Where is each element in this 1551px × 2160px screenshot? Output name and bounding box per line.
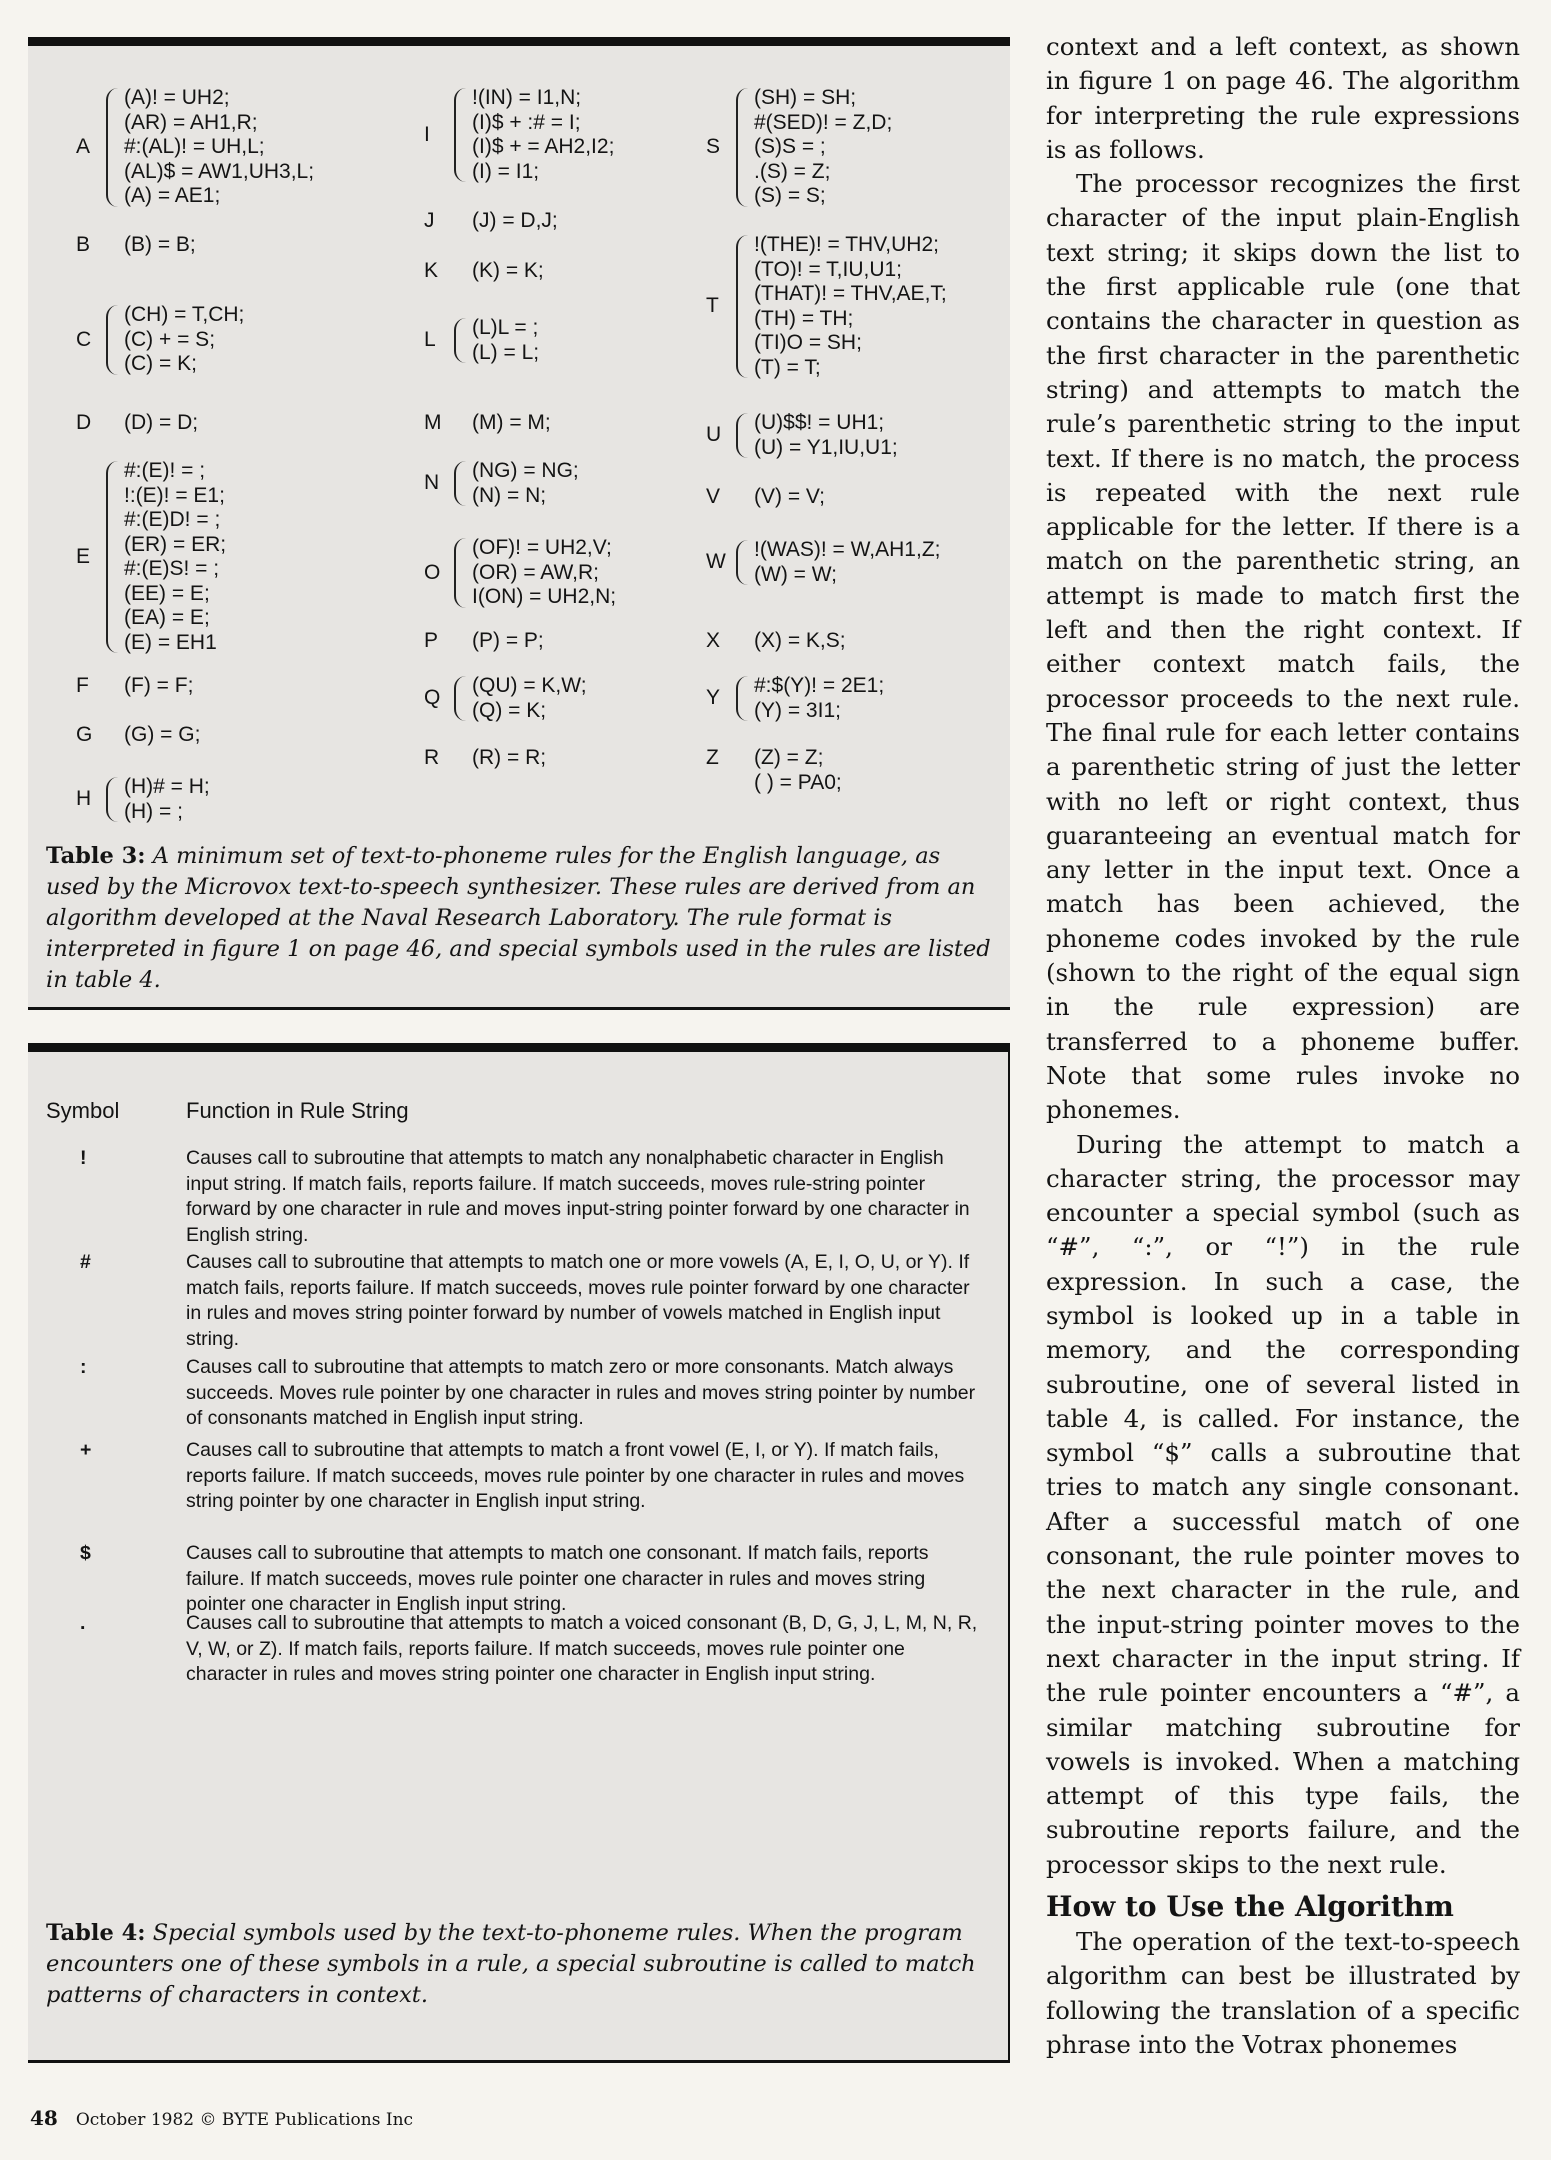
rule-line: (TO)! = T,IU,U1; <box>754 257 903 281</box>
rule-line: (L)L = ; <box>472 316 539 339</box>
rule-letter: B <box>76 233 91 256</box>
rule-line: (AR) = AH1,R; <box>124 110 258 134</box>
function-cell: Causes call to subroutine that attempts to match any nonalphabetic character in English input string. If match fails, reports failure. If match succeeds, moves rule-string pointer forward by one character in rule and moves input-string pointer forward by one character in English string. <box>186 1147 970 1246</box>
table-4-caption-text: Special symbols used by the text-to-phoneme rules. When the program encounters one of these symbols in a rule, a special subroutine is called to match patterns of characters in context. <box>46 1920 976 2008</box>
rule-letter: M <box>424 411 442 434</box>
rule-line: (J) = D,J; <box>472 209 558 232</box>
paragraph-4: The operation of the text-to-speech algorithm can best be illustrated by following the translation of a specific phrase into the Votrax phonemes <box>1046 1927 1520 2059</box>
rule-line: (P) = P; <box>472 629 544 652</box>
rule-line: (E) = EH1 <box>124 630 217 654</box>
rule-line: (G) = G; <box>124 723 201 746</box>
table-3 <box>28 37 1010 1010</box>
rule-line: (C) + = S; <box>124 327 216 351</box>
rule-line: (OF)! = UH2,V; <box>472 536 612 559</box>
rule-letter: P <box>424 629 439 652</box>
rule-letter: E <box>76 544 91 568</box>
rule-line: (TI)O = SH; <box>754 331 862 354</box>
rule-letter: R <box>424 746 440 769</box>
symbol-cell: $ <box>80 1542 91 1564</box>
rule-line: (N) = N; <box>472 483 547 507</box>
rule-letter: W <box>706 550 726 574</box>
rule-line: (U)$$! = UH1; <box>754 411 885 434</box>
rule-line: (SH) = SH; <box>754 86 857 109</box>
rule-line: (W) = W; <box>754 562 838 586</box>
rule-letter: V <box>706 485 721 508</box>
rule-line: (T) = T; <box>754 355 821 379</box>
rule-line: (C) = K; <box>124 352 197 375</box>
rule-line: (S)S = ; <box>754 135 826 158</box>
rule-line: (TH) = TH; <box>754 306 854 330</box>
rule-letter: L <box>424 328 436 352</box>
brace <box>454 538 468 608</box>
rule-line: (Q) = K; <box>472 698 547 722</box>
rule-line: (EA) = E; <box>124 606 210 629</box>
function-cell: Causes call to subroutine that attempts to match a front vowel (E, I, or Y). If match fails, reports failure. If match succeeds, moves rule pointer by one character in rules and moves string pointer by one character in English input string. <box>186 1439 965 1512</box>
brace <box>454 676 468 721</box>
table-4-label: Table 4: <box>46 1920 146 1946</box>
rule-letter: H <box>76 787 92 811</box>
brace <box>736 413 750 458</box>
function-cell: Causes call to subroutine that attempts to match zero or more consonants. Match always succeeds. Moves rule pointer by one character in rules and moves string pointer by number of consonants matched in English input string. <box>186 1356 976 1429</box>
rule-line: (ER) = ER; <box>124 532 227 556</box>
rule-line: #:$(Y)! = 2E1; <box>754 674 885 697</box>
rule-line: !(THE)! = THV,UH2; <box>754 233 939 256</box>
rule-letter: U <box>706 423 722 447</box>
rule-line: #(SED)! = Z,D; <box>754 110 893 134</box>
rule-line: !:(E)! = E1; <box>124 483 225 507</box>
rule-line: (K) = K; <box>472 259 544 282</box>
rule-line: (A) = AE1; <box>124 184 221 207</box>
rule-line: #:(E)D! = ; <box>124 508 221 531</box>
table-3-label: Table 3: <box>46 843 146 869</box>
paragraph-1: context and a left context, as shown in figure 1 on page 46. The algorithm for interpreting the rule expressions is as follows. <box>1046 32 1520 164</box>
table-4-caption <box>46 1918 996 2011</box>
rule-line: .(S) = Z; <box>754 159 831 183</box>
brace <box>106 777 120 822</box>
brace <box>106 88 120 207</box>
rule-line: (X) = K,S; <box>754 629 846 652</box>
rule-line: (V) = V; <box>754 485 825 508</box>
brace <box>106 461 120 653</box>
rule-line: (D) = D; <box>124 411 199 434</box>
article-body <box>1046 30 1520 1882</box>
rule-line: (L) = L; <box>472 340 540 364</box>
rule-letter: Z <box>706 746 719 769</box>
brace <box>454 461 468 506</box>
rule-letter: X <box>706 629 721 652</box>
rule-line: (R) = R; <box>472 746 547 769</box>
rule-letter: S <box>706 135 721 158</box>
rule-line: (I)$ + :# = I; <box>472 110 581 134</box>
rule-line: (AL)$ = AW1,UH3,L; <box>124 159 315 183</box>
rule-letter: J <box>424 209 435 232</box>
rule-letter: F <box>76 674 89 697</box>
table-4 <box>28 1043 1010 2063</box>
brace <box>454 318 468 363</box>
symbol-cell: . <box>80 1612 86 1634</box>
symbol-cell: : <box>80 1356 87 1378</box>
rule-line: !(WAS)! = W,AH1,Z; <box>754 538 941 561</box>
table-3-caption <box>46 841 996 996</box>
rule-line: !(IN) = I1,N; <box>472 86 582 109</box>
rule-line: (S) = S; <box>754 184 826 207</box>
function-cell: Causes call to subroutine that attempts to match a voiced consonant (B, D, G, J, L, M, N, R, V, W, or Z). If match fails, reports failure. If match succeeds, moves rule pointer one character in rules and moves string pointer one character in English input string. <box>186 1612 978 1685</box>
symbol-column-header: Symbol <box>46 1098 120 1123</box>
rule-line: (I)$ + = AH2,I2; <box>472 135 615 158</box>
rule-letter: A <box>76 135 91 158</box>
rule-line: (F) = F; <box>124 674 194 697</box>
rule-line: #:(AL)! = UH,L; <box>124 135 265 158</box>
rule-line: (H)# = H; <box>124 775 210 798</box>
rule-line: I(ON) = UH2,N; <box>472 585 617 608</box>
paragraph-2: The processor recognizes the first character of the input plain-English text string; it skips down the list to the first applicable rule (one that contains the character in question as the first character in the parenthetic string) and attempts to match the rule’s parenthetic string to the input text. If there is no match, the process is repeated with the next rule applicable for the letter. If there is a match on the parenthetic string, an attempt is made to match first the left and then the right context. If either context match fails, the processor proceeds to the next rule. The final rule for each letter contains a parenthetic string of just the letter with no left or right context, thus guaranteeing an eventual match for any letter in the input text. Once a match has been achieved, the phoneme codes invoked by the rule (shown to the right of the equal sign in the rule expression) are transferred to a phoneme buffer. Note that some rules invoke no phonemes. <box>1046 169 1520 1125</box>
page-footer <box>30 2106 413 2130</box>
rule-letter: D <box>76 411 92 434</box>
rule-line: (EE) = E; <box>124 581 210 605</box>
brace <box>736 676 750 721</box>
symbol-cell: + <box>80 1439 92 1461</box>
rule-line: ( ) = PA0; <box>754 770 842 794</box>
brace <box>106 305 120 375</box>
rule-letter: Y <box>706 686 721 710</box>
rule-line: (M) = M; <box>472 411 551 434</box>
rule-line: #:(E)S! = ; <box>124 557 220 580</box>
footer-text: October 1982 © BYTE Publications Inc <box>75 2110 414 2130</box>
brace <box>736 540 750 585</box>
rule-letter: O <box>424 560 441 584</box>
symbol-cell: ! <box>80 1147 87 1169</box>
section-heading: How to Use the Algorithm <box>1046 1890 1454 1923</box>
paragraph-3: During the attempt to match a character string, the processor may encounter a special symbol (such as “#”, “:”, or “!”) in the rule expression. In such a case, the symbol is looked up in a table in memory, and the corresponding subroutine, one of several listed in table 4, is called. For instance, the symbol “$” calls a subroutine that tries to match any single consonant. After a successful match of one consonant, the rule pointer moves to the next character in the rule, and the input-string pointer moves to the next character in the input string. If the rule pointer encounters a “#”, a similar matching subroutine for vowels is invoked. When a matching attempt of this type fails, the subroutine reports failure, and the processor skips to the next rule. <box>1046 1129 1520 1879</box>
brace <box>736 88 750 207</box>
rule-letter: G <box>76 723 93 746</box>
rule-letter: I <box>424 122 430 146</box>
rule-letter: T <box>706 294 719 318</box>
function-cell: Causes call to subroutine that attempts to match one consonant. If match fails, reports failure. If match succeeds, moves rule pointer one character in rules and moves string pointer one character in English input string. <box>186 1542 929 1615</box>
symbol-cell: # <box>80 1251 91 1273</box>
rule-letter: Q <box>424 686 441 710</box>
rule-line: (QU) = K,W; <box>472 674 587 697</box>
rule-line: (Z) = Z; <box>754 746 824 769</box>
brace <box>736 235 750 378</box>
rule-letter: K <box>424 259 439 282</box>
rule-line: (U) = Y1,IU,U1; <box>754 435 898 459</box>
rule-line: (CH) = T,CH; <box>124 303 245 326</box>
rule-line: (NG) = NG; <box>472 459 579 482</box>
table-3-caption-text: A minimum set of text-to-phoneme rules for the English language, as used by the Microvox text-to-speech synthesizer. These rules are derived from an algorithm developed at the Naval Research Laboratory. The rule format is interpreted in figure 1 on page 46, and special symbols used in the rules are listed in table 4. <box>46 843 991 993</box>
rule-line: (Y) = 3I1; <box>754 698 841 722</box>
rule-letter: C <box>76 327 92 351</box>
brace <box>454 88 468 182</box>
function-cell: Causes call to subroutine that attempts to match one or more vowels (A, E, I, O, U, or Y). If match fails, reports failure. If match succeeds, moves rule pointer forward by one character in rules and moves string pointer forward by number of vowels matched in English input string. <box>186 1251 970 1350</box>
rule-line: (H) = ; <box>124 799 183 823</box>
function-column-header: Function in Rule String <box>186 1098 409 1123</box>
rule-line: (B) = B; <box>124 233 196 256</box>
page-number: 48 <box>30 2106 58 2130</box>
rule-line: (OR) = AW,R; <box>472 560 599 584</box>
rule-line: #:(E)! = ; <box>124 459 206 482</box>
rule-line: (A)! = UH2; <box>124 86 230 109</box>
rule-line: (THAT)! = THV,AE,T; <box>754 282 947 305</box>
rule-letter: N <box>424 471 440 495</box>
rule-line: (I) = I1; <box>472 159 540 183</box>
